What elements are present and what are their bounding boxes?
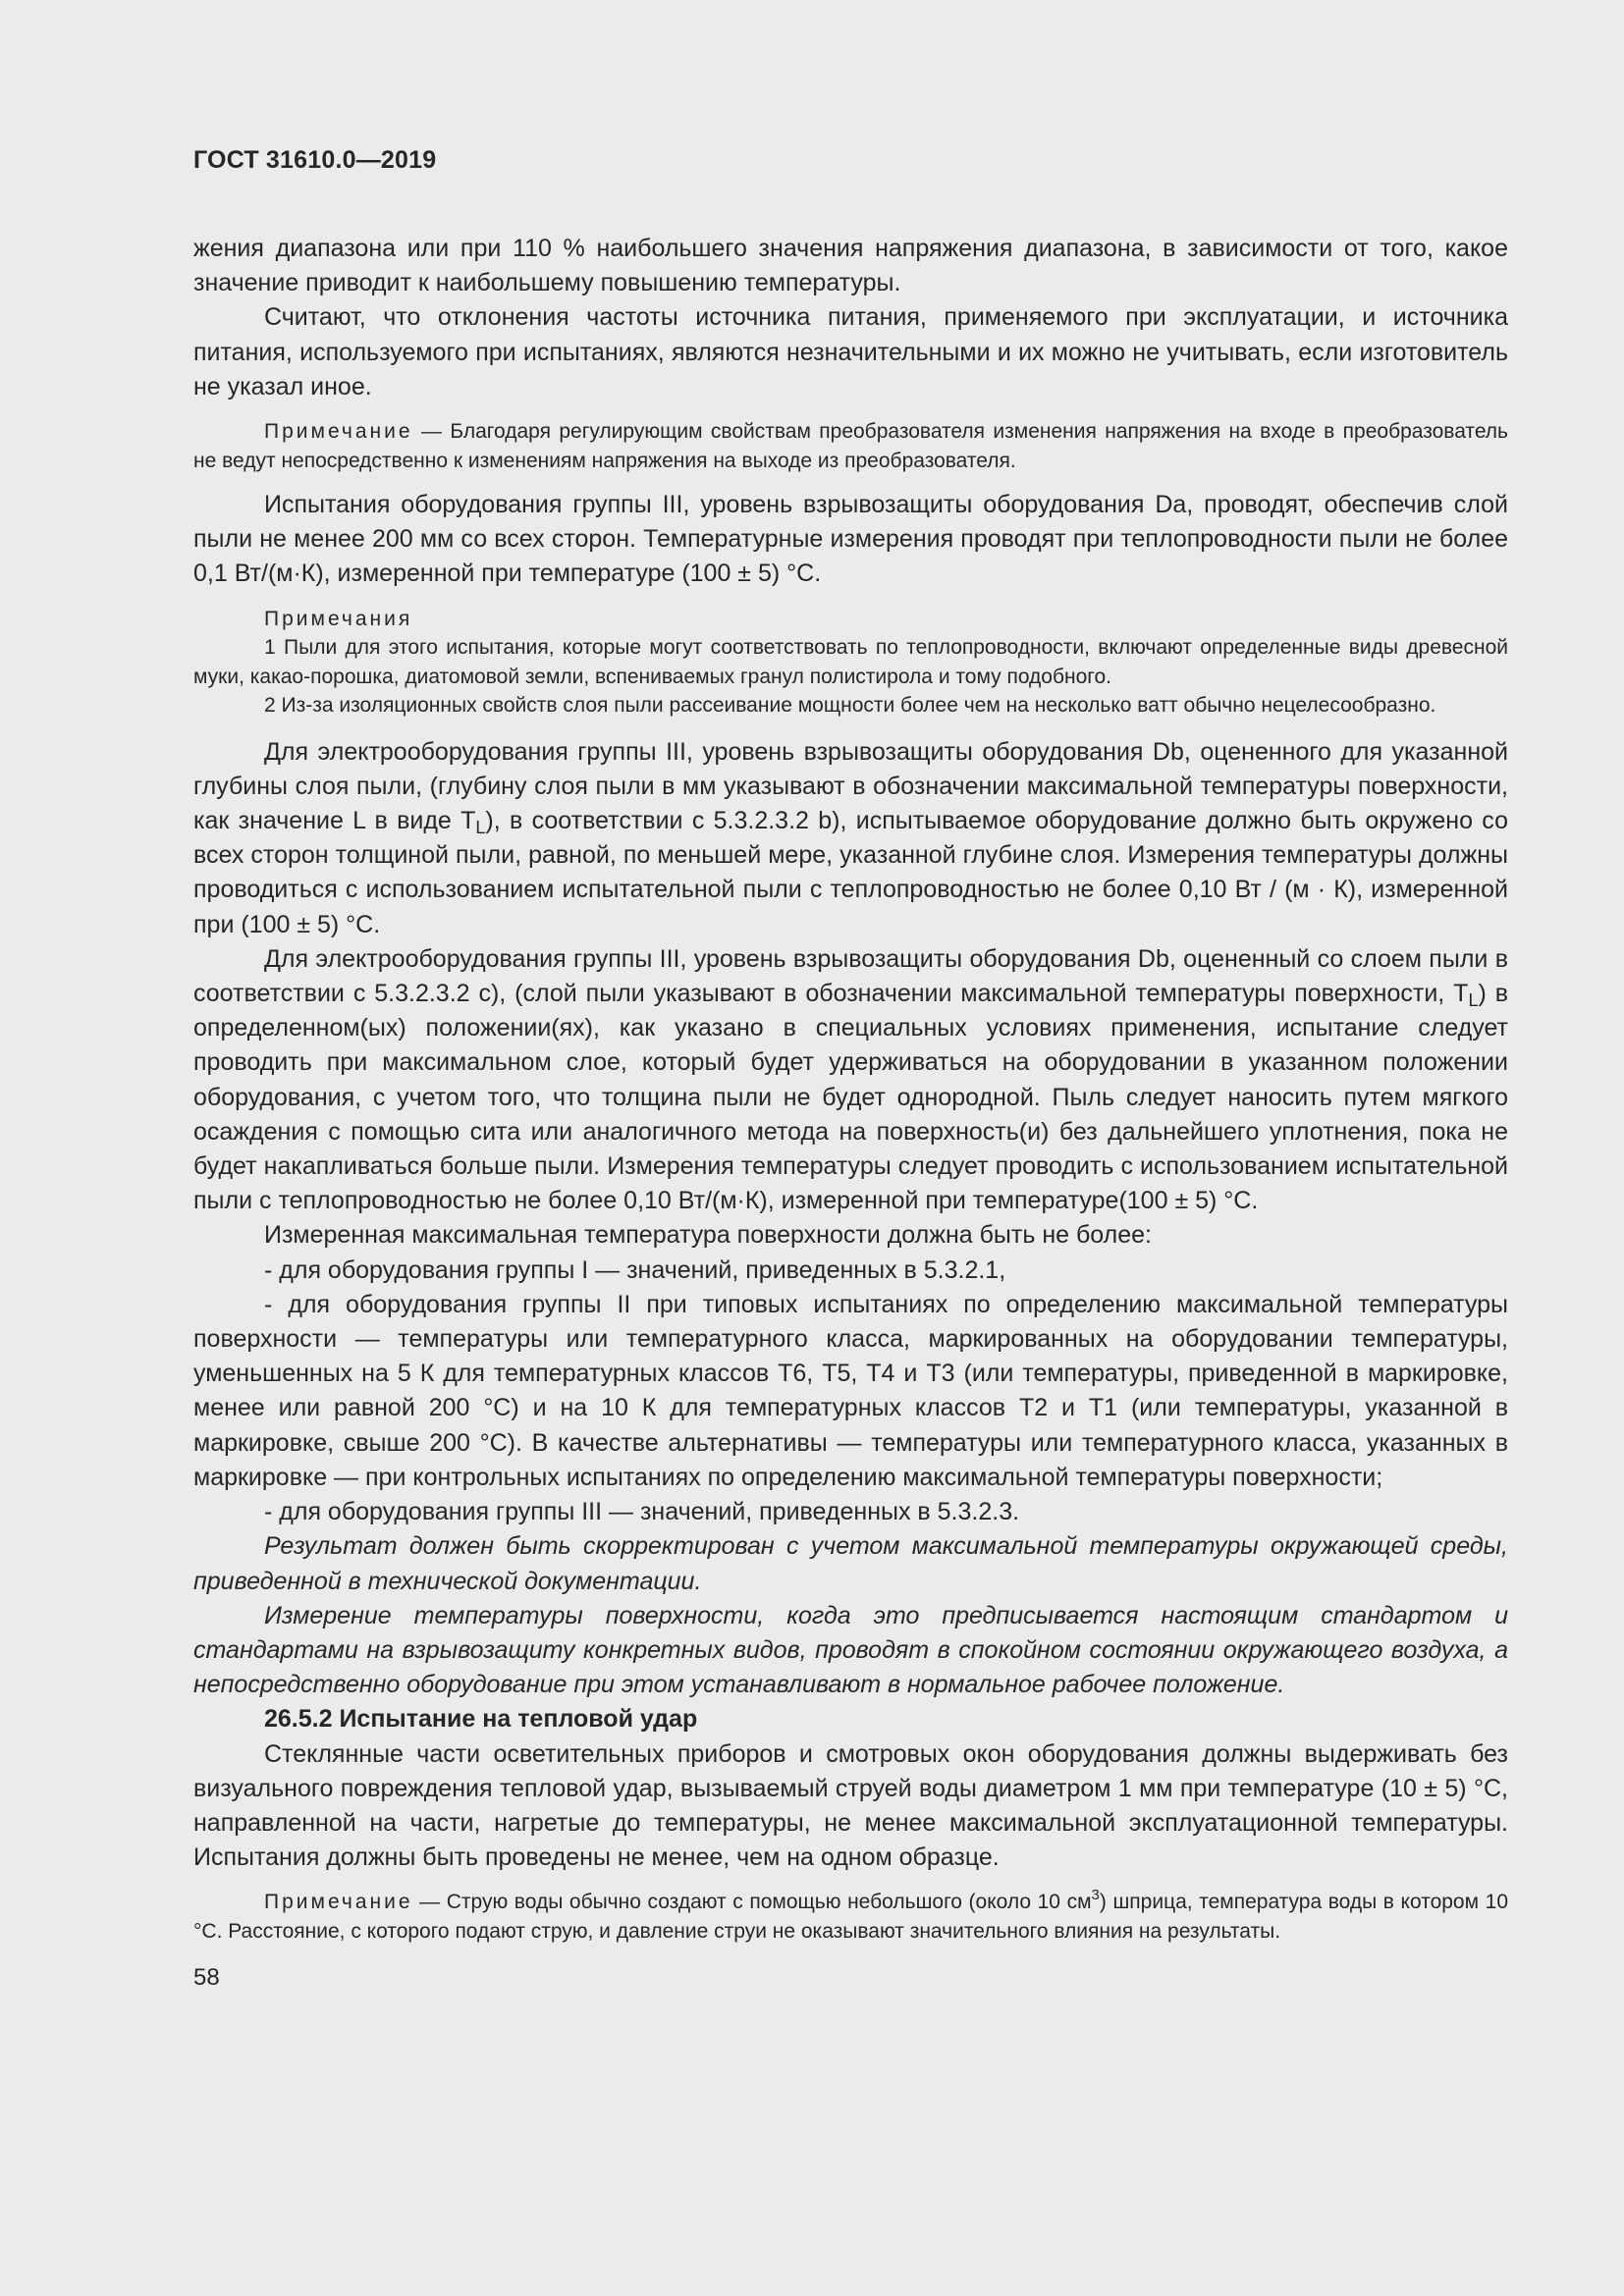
superscript: 3 xyxy=(1091,1887,1100,1904)
list-item: - для оборудования группы III — значений, приведенных в 5.3.2.3. xyxy=(264,1498,1020,1526)
document-header: ГОСТ 31610.0—2019 xyxy=(193,146,437,174)
note-title: Примечание xyxy=(264,1891,413,1914)
notes-block xyxy=(193,605,1508,721)
page-number: 58 xyxy=(193,1964,220,1992)
note: Примечание — Струю воды обычно создают с помощью небольшого (около 10 $см^3$) шприца, температура воды в котором 10 °С. Расстояние, с которого подают струю, и давление струи не оказывают значительного влияния на результаты. xyxy=(193,1887,1508,1943)
note xyxy=(193,417,1508,475)
italic-paragraph: Результат должен быть скорректирован с учетом максимальной температуры окружающей среды, приведенной в технической документации. xyxy=(193,1532,1508,1595)
note-item: 1 Пыли для этого испытания, которые могут соответствовать по теплопроводности, включают определенные виды древесной муки, какао-порошка, диатомовой земли, вспениваемых гранул полистирола и тому подобного. xyxy=(193,636,1508,688)
paragraph: Для электрооборудования группы III, уровень взрывозащиты оборудования Db, оцененного для указанной глубины слоя пыли, (глубину слоя пыли в мм указывают в обозначении максимальной температуры поверхности, как значение L в виде $T_L$), в соответствии с 5.3.2.3.2 b), испытываемое оборудование должно быть окружено со всех сторон толщиной пыли, равной, по меньшей мере, указанной глубине слоя. Измерения температуры должны проводиться с использованием испытательной пыли с теплопроводностью не более 0,10 Вт / (м · К), измеренной при (100 ± 5) °С. xyxy=(193,737,1508,938)
paragraph: Для электрооборудования группы III, уровень взрывозащиты оборудования Db, оцененный со слоем пыли в соответствии с 5.3.2.3.2 с), (слой пыли указывают в обозначении максимальной температуры поверхности, $T_L$) в определенном(ых) положении(ях), как указано в специальных условиях применения, испытание следует проводить при максимальном слое, который будет удерживаться на оборудовании в указанном положении оборудования, с учетом того, что толщина пыли не будет однородной. Пыль следует наносить путем мягкого осаждения с помощью сита или аналогичного метода на поверхность(и) без дальнейшего уплотнения, пока не будет накапливаться больше пыли. Измерения температуры следует проводить с использованием испытательной пыли с теплопроводностью не более 0,10 Вт/(м·К), измеренной при температуре(100 ± 5) °С. xyxy=(193,944,1508,1215)
note-text: — Благодаря регулирующим свойствам преобразователя изменения напряжения на входе в преобразователь не ведут непосредственно к изменениям напряжения на выходе из преобразователя. xyxy=(193,420,1508,472)
italic-paragraph: Измерение температуры поверхности, когда это предписывается настоящим стандартом и стандартами на взрывозащиту конкретных видов, проводят в спокойном состоянии окружающего воздуха, а непосредственно оборудование при этом устанавливают в нормальное рабочее положение. xyxy=(193,1601,1508,1699)
paragraph: жения диапазона или при 110 % наибольшего значения напряжения диапазона, в зависимости от того, какое значение приводит к наибольшему повышению температуры. xyxy=(193,235,1508,297)
paragraph: Испытания оборудования группы III, уровень взрывозащиты оборудования Da, проводят, обеспечив слой пыли не менее 200 мм со всех сторон. Температурные измерения проводят при теплопроводности пыли не более 0,1 Вт/(м·К), измеренной при температуре (100 ± 5) °С. xyxy=(193,491,1508,588)
list-item: - для оборудования группы II при типовых испытаниях по определению максимальной температуры поверхности — температуры или температурного класса, маркированных на оборудовании температуры, уменьшенных на 5 К для температурных классов Т6, Т5, Т4 и Т3 (или температуры, приведенной в маркировке, менее или равной 200 °С) и на 10 К для температурных классов Т2 и Т1 (или температуры, указанной в маркировке, свыше 200 °С). В качестве альтернативы — температуры или температурного класса, указанных в маркировке — при контрольных испытаниях по определению максимальной температуры поверхности; xyxy=(193,1290,1508,1491)
section-title: 26.5.2 Испытание на тепловой удар xyxy=(264,1705,698,1734)
subscript: L xyxy=(1468,990,1479,1011)
notes-title: Примечания xyxy=(264,607,413,630)
paragraph: Считают, что отклонения частоты источника питания, применяемого при эксплуатации, и источника питания, используемого при испытаниях, являются незначительными и их можно не учитывать, если изготовитель не указал иное. xyxy=(193,303,1508,400)
note-title: Примечание xyxy=(264,420,413,444)
paragraph: Стеклянные части осветительных приборов и смотровых окон оборудования должны выдерживать без визуального повреждения тепловой удар, вызываемый струей воды диаметром 1 мм при температуре (10 ± 5) °С, направленной на части, нагретые до температуры, не менее максимальной эксплуатационной температуры. Испытания должны быть проведены не менее, чем на одном образце. xyxy=(193,1739,1508,1872)
list-item: - для оборудования группы I — значений, приведенных в 5.3.2.1, xyxy=(264,1255,1006,1284)
paragraph: Измеренная максимальная температура поверхности должна быть не более: xyxy=(264,1221,1152,1250)
note-item: 2 Из-за изоляционных свойств слоя пыли рассеивание мощности более чем на несколько ватт обычно нецелесообразно. xyxy=(264,694,1436,718)
subscript: L xyxy=(475,818,486,838)
